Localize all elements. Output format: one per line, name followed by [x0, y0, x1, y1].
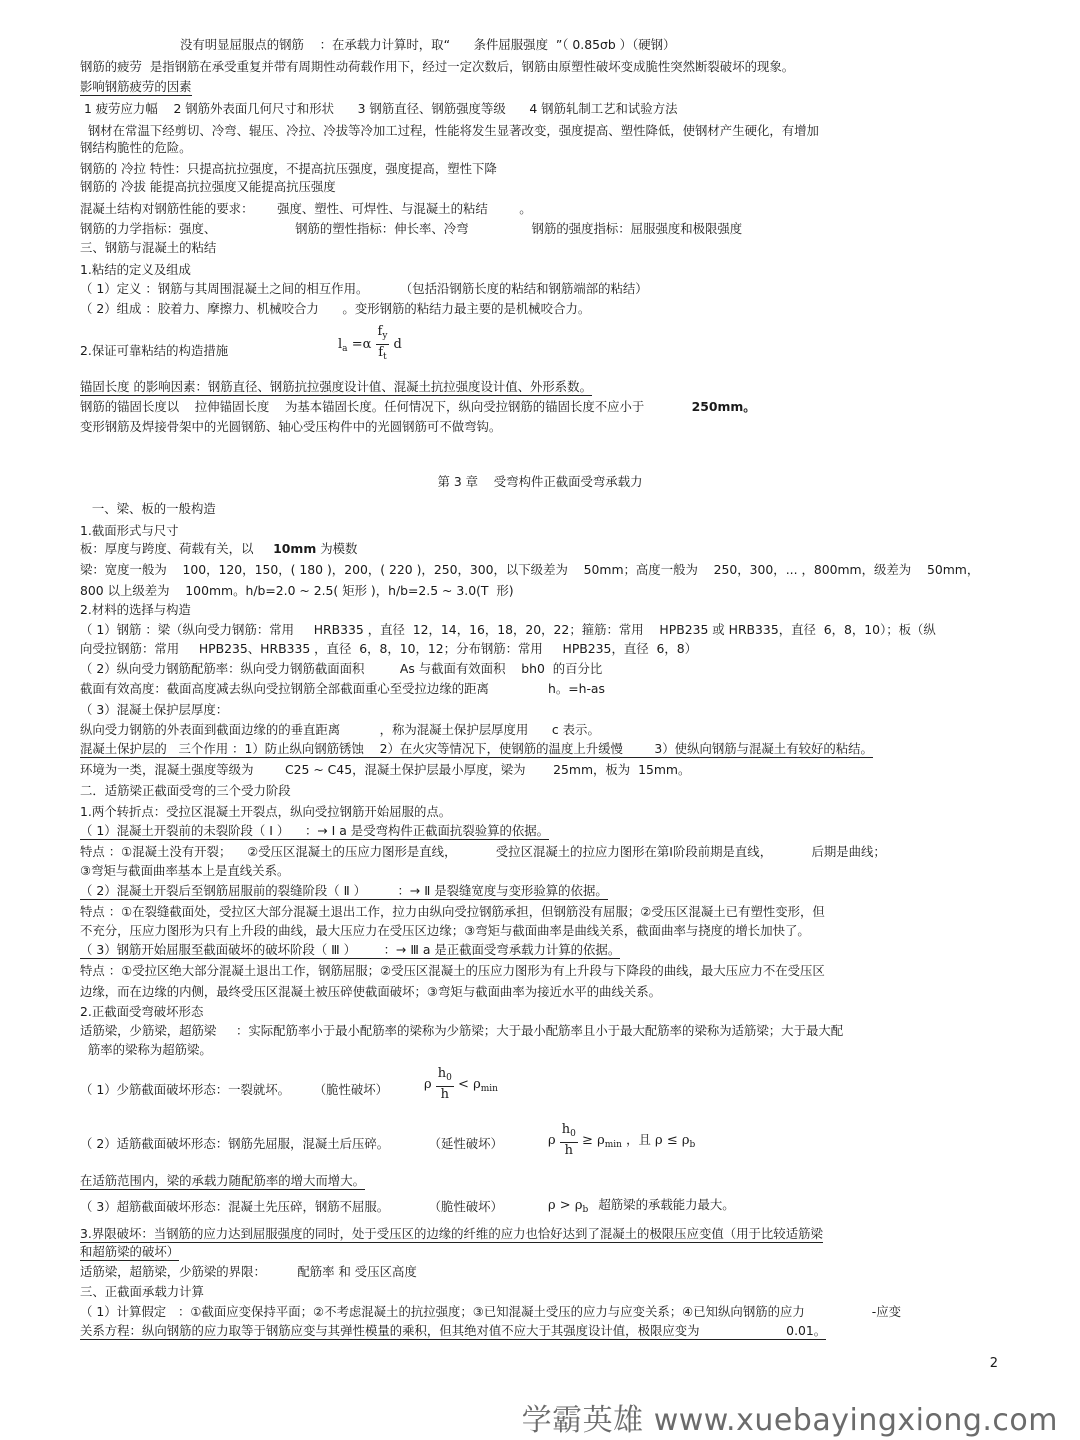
- text-line: 特点 ：①混凝土没有开裂； ②受压区混凝土的压应力图形是直线， 受拉区混凝土的拉应力图形在第Ⅰ阶段前期是直线， 后期是曲线；: [80, 844, 886, 859]
- text-line: （ 3）钢筋开始屈服至截面破坏的破坏阶段（ Ⅲ ） ：→ Ⅲ a 是正截面受弯承载力计算的依据。: [80, 942, 621, 957]
- text-line: 没有明显屈服点的钢筋 ：在承载力计算时，取“ 条件屈服强度 ”（ 0.85σb ）（硬钢）: [180, 37, 676, 52]
- text-line: 钢材在常温下经剪切、冷弯、辊压、冷拉、冷拔等冷加工过程，性能将发生显著改变，强度提高、塑性降低，使钢材产生硬化，有增加: [80, 123, 819, 138]
- text-line: 800 以上级差为 100mm。h/b=2.0 ~ 2.5( 矩形 )，h/b=2.5 ~ 3.0(T 形): [80, 583, 514, 598]
- subsection-heading: 1.粘结的定义及组成: [80, 262, 191, 277]
- min-ratio-formula: ρ $\frac{h_0}{h}$ < $\rho_{min}$: [424, 1066, 498, 1102]
- text-line: 钢筋的锚固长度以 拉伸锚固长度 为基本锚固长度。任何情况下，纵向受拉钢筋的锚固长度不应小于 250mm。: [80, 399, 756, 414]
- suitable-ratio-formula: ρ $\frac{h_0}{h}$ ≥ $\rho_{min}$ ，且 $\rho \le \rho_b$: [548, 1122, 696, 1158]
- text-line: 关系方程：纵向钢筋的应力取等于钢筋应变与其弹性模量的乘积，但其绝对值不应大于其强度设计值，极限应变为 0.01。: [80, 1323, 827, 1338]
- text-line: 混凝土结构对钢筋性能的要求： 强度、塑性、可焊性、与混凝土的粘结 。: [80, 201, 532, 216]
- text-line: 不充分，压应力图形为只有上升段的曲线，最大压应力在受压区边缘；③弯矩与截面曲率是曲线关系，截面曲率与挠度的增长加快了。: [80, 923, 810, 938]
- section-heading: 影响钢筋疲劳的因素: [80, 79, 192, 94]
- text-line: 1.两个转折点：受拉区混凝土开裂点，纵向受拉钢筋开始屈服的点。: [80, 804, 452, 819]
- text-line: （ 2）适筋截面破坏形态：钢筋先屈服，混凝土后压碎。 （延性破坏）: [80, 1136, 503, 1151]
- text-line: 向受拉钢筋：常用 HPB235、HRB335 ，直径 6，8，10，12；分布钢筋：常用 HPB235，直径 6，8）: [80, 641, 698, 656]
- text-line: 梁：宽度一般为 100，120，150，( 180 )，200，( 220 )，250，300，以下级差为 50mm；高度一般为 250，300，... ，800mm，级差为 50mm，: [80, 562, 980, 577]
- text-line: 适筋梁，超筋梁，少筋梁的界限： 配筋率 和 受压区高度: [80, 1264, 417, 1279]
- text-line: （ 2）组成 ：胶着力、摩擦力、机械咬合力 。变形钢筋的粘结力最主要的是机械咬合力。: [80, 301, 591, 316]
- text-line: 环境为一类，混凝土强度等级为 C25 ~ C45，混凝土保护层最小厚度，梁为 25mm，板为 15mm。: [80, 762, 691, 777]
- text-line: 变形钢筋及焊接骨架中的光圆钢筋、轴心受压构件中的光圆钢筋可不做弯钩。: [80, 419, 502, 434]
- text-line: 特点 ：①在裂缝截面处，受拉区大部分混凝土退出工作，拉力由纵向受拉钢筋承担，但钢筋没有屈服；②受压区混凝土已有塑性变形，但: [80, 904, 825, 919]
- text-line: 筋率的梁称为超筋梁。: [80, 1042, 212, 1057]
- text-line: 混凝土保护层的 三个作用 ：1）防止纵向钢筋锈蚀 2）在火灾等情况下，使钢筋的温度上升缓慢 3）使纵向钢筋与混凝土有较好的粘结。: [80, 741, 873, 756]
- text-line: （ 1）混凝土开裂前的未裂阶段（ Ⅰ ） ：→ Ⅰ a 是受弯构件正截面抗裂验算的依据。: [80, 823, 550, 838]
- section-heading: 三、正截面承载力计算: [80, 1284, 204, 1299]
- text-line: （ 1）钢筋 ：梁（纵向受力钢筋：常用 HRB335 ，直径 12，14，16，18，20，22；箍筋：常用 HPB235 或 HRB335，直径 6，8，10）；板（纵: [80, 622, 936, 637]
- text-line: 在适筋范围内，梁的承载力随配筋率的增大而增大。: [80, 1173, 365, 1188]
- subsection-heading: 1.截面形式与尺寸: [80, 523, 179, 538]
- text-line: ③弯矩与截面曲率基本上是直线关系。: [80, 863, 290, 878]
- subsection-heading: 2.材料的选择与构造: [80, 602, 191, 617]
- text-line: （ 2）纵向受力钢筋配筋率：纵向受力钢筋截面面积 As 与截面有效面积 bh0 的百分比: [80, 661, 603, 676]
- text-line: 3.界限破坏：当钢筋的应力达到屈服强度的同时，处于受压区的边缘的纤维的应力也恰好达到了混凝土的极限压应变值（用于比较适筋梁: [80, 1226, 823, 1241]
- section-heading: 二．适筋梁正截面受弯的三个受力阶段: [80, 783, 291, 798]
- footer-watermark: 学霸英雄 www.xuebayingxiong.com: [521, 1403, 1058, 1438]
- text-line: 截面有效高度：截面高度减去纵向受拉钢筋全部截面重心至受拉边缘的距离 h。=h-as: [80, 681, 605, 696]
- text-line: 锚固长度 的影响因素：钢筋直径、钢筋抗拉强度设计值、混凝土抗拉强度设计值、外形系数。: [80, 379, 592, 394]
- text-line: 和超筋梁的破坏）: [80, 1244, 180, 1259]
- section-heading: 三、钢筋与混凝土的粘结: [80, 240, 217, 255]
- text-line: 特点 ：①受拉区绝大部分混凝土退出工作，钢筋屈服；②受压区混凝土的压应力图形为有上升段与下降段的曲线，最大压应力不在受压区: [80, 963, 825, 978]
- subsection-heading: 2.保证可靠粘结的构造措施: [80, 343, 229, 358]
- page-number: 2: [989, 1356, 998, 1371]
- chapter-title: 第 3 章 受弯构件正截面受弯承载力: [437, 474, 643, 489]
- over-ratio-formula: $\rho > \rho_b$ 超筋梁的承载能力最大。: [548, 1197, 735, 1215]
- text-line: （ 3）超筋截面破坏形态：混凝土先压碎，钢筋不屈服。 （脆性破坏）: [80, 1199, 503, 1214]
- anchorage-length-formula: $l_a =\alpha$ $\frac{f_y}{f_t}$ d: [338, 324, 402, 362]
- text-line: （ 1）计算假定 ：①截面应变保持平面；②不考虑混凝土的抗拉强度；③已知混凝土受压的应力与应变关系；④已知纵向钢筋的应力 -应变: [80, 1304, 901, 1319]
- text-line: 适筋梁，少筋梁，超筋梁 ：实际配筋率小于最小配筋率的梁称为少筋梁；大于最小配筋率且小于最大配筋率的梁称为适筋梁；大于最大配: [80, 1023, 844, 1038]
- text-line: 边缘，而在边缘的内侧，最终受压区混凝土被压碎使截面破坏；③弯矩与截面曲率为接近水平的曲线关系。: [80, 984, 662, 999]
- text-line: 钢筋的疲劳 是指钢筋在承受重复并带有周期性动荷载作用下，经过一定次数后，钢筋由原塑性破坏变成脆性突然断裂破坏的现象。: [80, 59, 795, 74]
- text-line: 钢筋的力学指标：强度、 钢筋的塑性指标：伸长率、冷弯 钢筋的强度指标：屈服强度和极限强度: [80, 221, 743, 236]
- text-line: （ 2）混凝土开裂后至钢筋屈服前的裂缝阶段（ Ⅱ ） ：→ Ⅱ 是裂缝宽度与变形验算的依据。: [80, 883, 608, 898]
- text-line: 纵向受力钢筋的外表面到截面边缘的的垂直距离 ，称为混凝土保护层厚度用 c 表示。: [80, 722, 600, 737]
- text-line: 1 疲劳应力幅 2 钢筋外表面几何尺寸和形状 3 钢筋直径、钢筋强度等级 4 钢筋轧制工艺和试验方法: [80, 101, 678, 116]
- text-line: 钢结构脆性的危险。: [80, 140, 192, 155]
- text-line: （ 1）少筋截面破坏形态：一裂就坏。 （脆性破坏）: [80, 1082, 389, 1097]
- text-line: （ 1）定义 ：钢筋与其周围混凝土之间的相互作用。 （包括沿钢筋长度的粘结和钢筋端部的粘结）: [80, 281, 648, 296]
- subsection-heading: 2.正截面受弯破坏形态: [80, 1004, 204, 1019]
- text-line: 板：厚度与跨度、荷载有关，以 10mm 为模数: [80, 541, 358, 556]
- text-line: 钢筋的 冷拉 特性：只提高抗拉强度，不提高抗压强度，强度提高，塑性下降: [80, 161, 497, 176]
- section-heading: 一、梁、板的一般构造: [80, 501, 216, 516]
- text-line: 钢筋的 冷拔 能提高抗拉强度又能提高抗压强度: [80, 179, 336, 194]
- text-line: （ 3）混凝土保护层厚度：: [80, 702, 229, 717]
